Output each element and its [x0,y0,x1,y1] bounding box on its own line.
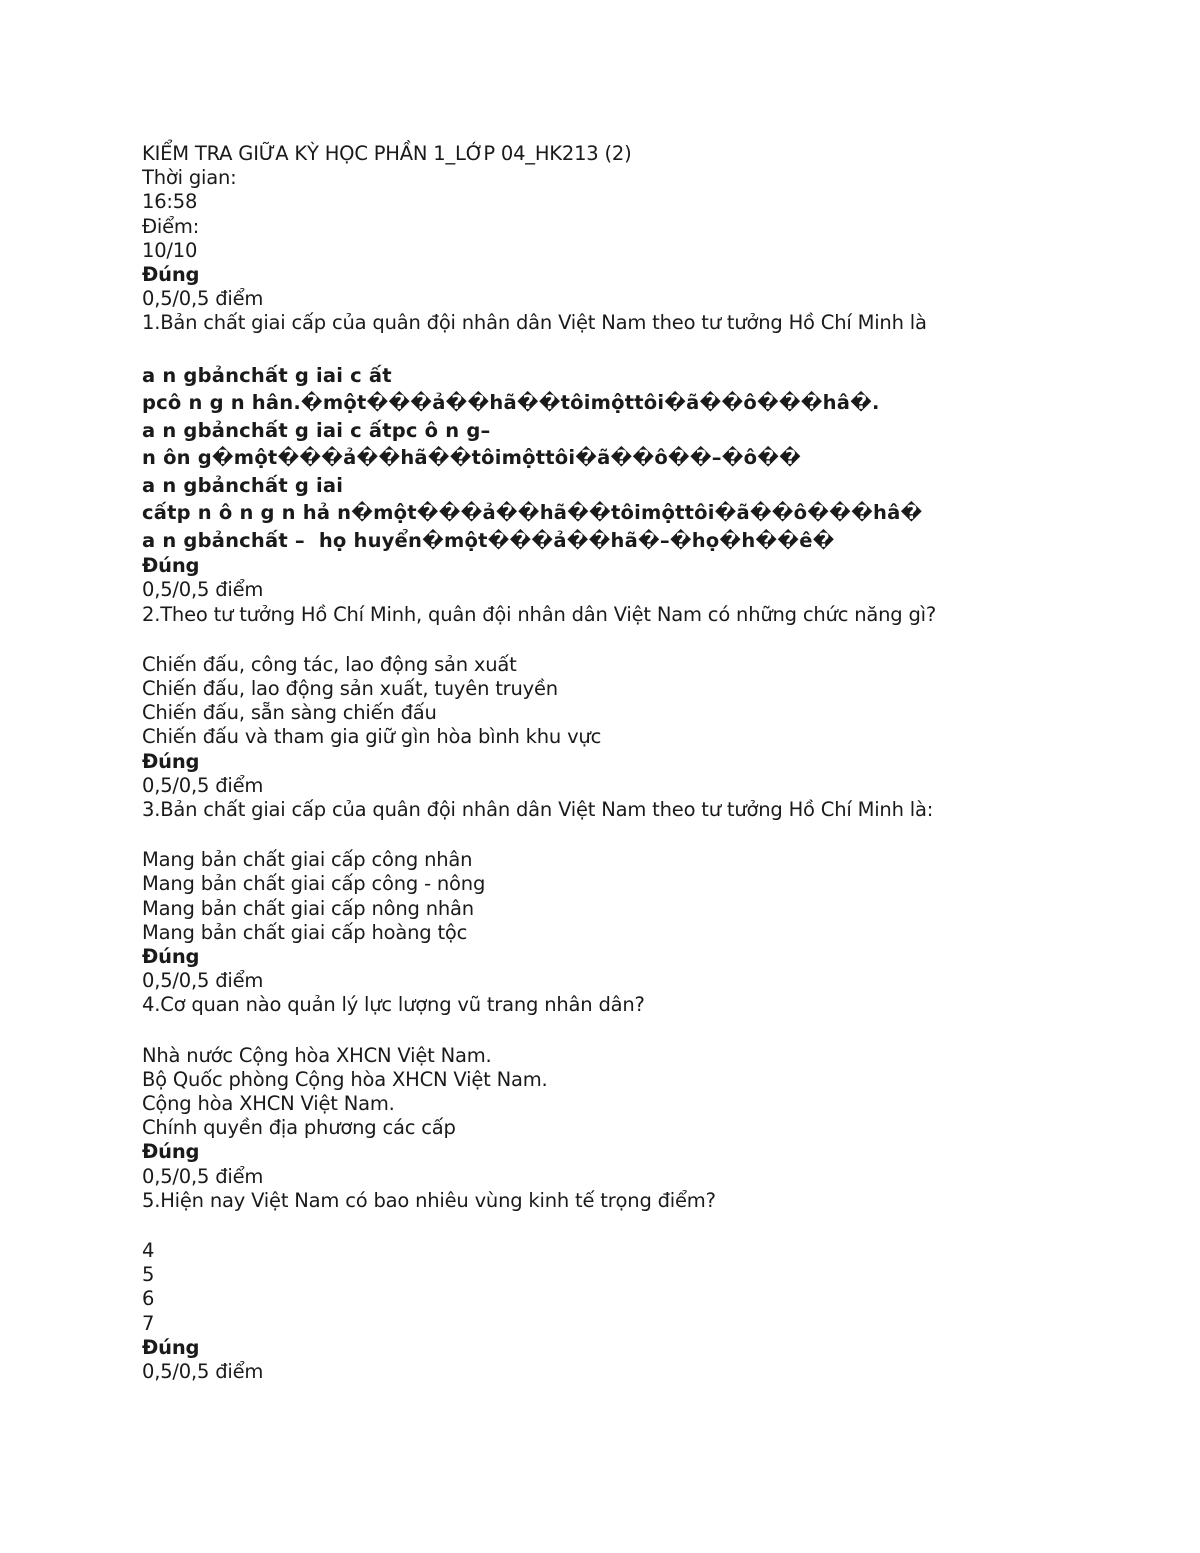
score-label: Điểm: [142,214,200,238]
question-points: 0,5/0,5 điểm [142,773,264,797]
question-points: 0,5/0,5 điểm [142,1360,264,1384]
answer-option: 5 [142,1263,155,1287]
question-text: 1.Bản chất giai cấp của quân đội nhân dân Việt Nam theo tư tưởng Hồ Chí Minh là [142,311,927,335]
answer-option: 4 [142,1239,155,1262]
answer-option: Chiến đấu và tham gia giữ gìn hòa bình khu vực [142,725,602,749]
time-value: 16:58 [142,190,198,214]
answer-options [142,362,1142,555]
question-status: Đúng [142,1335,200,1359]
document-title: KIỂM TRA GIỮA KỲ HỌC PHẦN 1_LỚP 04_HK213 (2) [142,142,632,165]
question-block-2 [142,554,1142,749]
answer-option: Mang bản chất giai cấp nông nhân [142,896,474,920]
answer-option: Mang bản chất giai cấp công - nông [142,872,486,896]
question-status: Đúng [142,263,200,287]
time-label: Thời gian: [142,166,237,190]
answer-option: Chính quyền địa phương các cấp [142,1116,456,1140]
question-block-5 [142,1140,1142,1335]
answer-option: Bộ Quốc phòng Cộng hòa XHCN Việt Nam. [142,1067,548,1091]
question-text: 2.Theo tư tưởng Hồ Chí Minh, quân đội nhân dân Việt Nam có những chức năng gì? [142,602,937,626]
score-value: 10/10 [142,238,198,262]
question-block-3 [142,750,1142,945]
answer-option: cấtp n ô n g n hả n�một���ả��hã��tôimộttôi�ã��ô���hâ� [142,501,923,525]
question-text: 5.Hiện nay Việt Nam có bao nhiêu vùng kinh tế trọng điểm? [142,1188,716,1212]
answer-option: Mang bản chất giai cấp hoàng tộc [142,920,468,944]
question-status: Đúng [142,554,200,578]
answer-option: n ôn g�một���ả��hã��tôimộttôi�ã��ô��–�ô�� [142,446,802,470]
question-points: 0,5/0,5 điểm [142,969,264,993]
answer-option: a n gbảnchất g iai [142,473,344,497]
answer-option: Chiến đấu, lao động sản xuất, tuyên truyền [142,676,558,700]
question-block-1 [142,263,1142,554]
quiz-document [142,142,1142,1384]
question-block-6 [142,1336,1142,1384]
question-status: Đúng [142,944,200,968]
answer-option: Mang bản chất giai cấp công nhân [142,848,473,872]
question-points: 0,5/0,5 điểm [142,287,264,311]
answer-option: Chiến đấu, sẵn sàng chiến đấu [142,701,437,725]
answer-option: a n gbảnchất g iai c ất [142,363,392,387]
answer-option: Cộng hòa XHCN Việt Nam. [142,1091,395,1115]
answer-option: Chiến đấu, công tác, lao động sản xuất [142,652,517,676]
question-text: 3.Bản chất giai cấp của quân đội nhân dân Việt Nam theo tư tưởng Hồ Chí Minh là: [142,797,934,821]
answer-option: pcô n g n hân.�một���ả��hã��tôimộttôi�ã��ô���hâ�. [142,391,880,415]
question-status: Đúng [142,1140,200,1164]
question-points: 0,5/0,5 điểm [142,1164,264,1188]
question-points: 0,5/0,5 điểm [142,578,264,602]
answer-option: Nhà nước Cộng hòa XHCN Việt Nam. [142,1043,492,1067]
answer-option: 7 [142,1311,155,1335]
question-status: Đúng [142,749,200,773]
question-block-4 [142,945,1142,1140]
question-text: 4.Cơ quan nào quản lý lực lượng vũ trang nhân dân? [142,993,645,1017]
answer-option: a n gbảnchất – họ huyển�một���ả��hã�–�họ�h��ê� [142,528,835,552]
answer-option: a n gbảnchất g iai c ấtpc ô n g– [142,418,491,442]
answer-option: 6 [142,1287,155,1311]
